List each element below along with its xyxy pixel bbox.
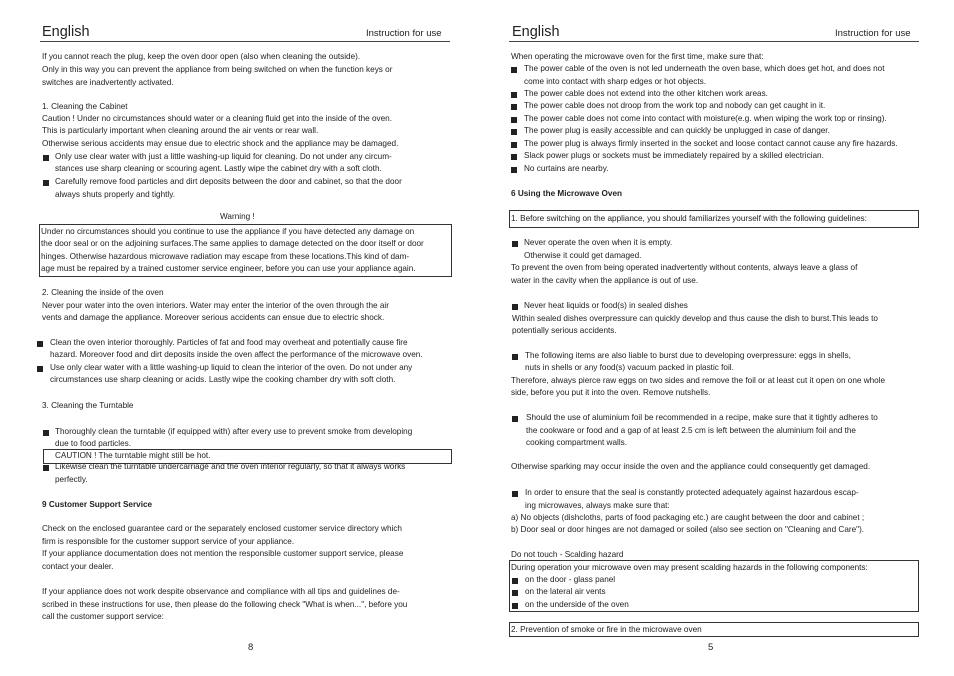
body-text: To prevent the oven from being operated inadvertently without contents, always leave a glass of — [511, 263, 858, 272]
body-text: side, before you put it into the oven. Remove nutshells. — [511, 388, 711, 397]
hazard-item: on the lateral air vents — [525, 587, 606, 596]
hazard-title: Do not touch - Scalding hazard — [511, 550, 624, 559]
intro-line: switches are inadvertently activated. — [42, 78, 174, 87]
section-title: 2. Cleaning the inside of the oven — [42, 288, 164, 297]
bullet-icon — [511, 67, 517, 73]
bullet-text: Likewise clean the turntable undercarriage and the oven interior regularly, so that it always works — [55, 462, 406, 471]
bullet-icon — [512, 354, 518, 360]
section-title: 3. Cleaning the Turntable — [42, 401, 134, 410]
bullet-text: The power plug is always firmly inserted in the socket and loose contact cannot cause any fire hazards. — [524, 139, 898, 148]
bullet-text: Never heat liquids or food(s) in sealed dishes — [524, 301, 688, 310]
bullet-icon — [512, 491, 518, 497]
bullet-text: Use only clear water with a little washing-up liquid to clean the interior of the oven. Do not under any — [50, 363, 413, 372]
body-text: Therefore, always pierce raw eggs on two sides and remove the foil or at least cut it open on one whole — [511, 376, 886, 385]
bullet-icon — [511, 92, 517, 98]
section-text: If your appliance does not work despite observance and compliance with all tips and guidelines de- — [42, 587, 400, 596]
language-heading: English — [512, 24, 560, 40]
bullet-icon — [43, 180, 49, 186]
bullet-text: perfectly. — [55, 475, 88, 484]
section-text: vents and damage the appliance. Moreover serious accidents can ensue due to electric shock. — [42, 313, 385, 322]
bullet-text: The power cable does not extend into the other kitchen work areas. — [524, 89, 768, 98]
body-text: Within sealed dishes overpressure can quickly develop and thus cause the dish to burst.This leads to — [512, 314, 878, 323]
seal-item: b) Door seal or door hinges are not damaged or soiled (also see section on "Cleaning and Care"). — [511, 525, 865, 534]
section-title: 6 Using the Microwave Oven — [511, 189, 623, 198]
bullet-text: Slack power plugs or sockets must be immediately repaired by a skilled electrician. — [524, 151, 824, 160]
header-rule — [40, 41, 450, 42]
section-text: Check on the enclosed guarantee card or the separately enclosed customer service directory which — [42, 524, 402, 533]
bullet-text: The power cable does not droop from the work top and nobody can get caught in it. — [524, 101, 826, 110]
instruction-label: Instruction for use — [366, 28, 442, 39]
intro-line: If you cannot reach the plug, keep the oven door open (also when cleaning the outside). — [42, 52, 361, 61]
intro-line: Only in this way you can prevent the appliance from being switched on when the function keys or — [42, 65, 393, 74]
warning-title: Warning ! — [220, 212, 255, 221]
section-text: Otherwise serious accidents may ensue due to electric shock and the appliance may be damaged. — [42, 139, 399, 148]
bullet-text: the cookware or food and a gap of at least 2.5 cm is left between the aluminium foil and the — [526, 426, 856, 435]
bullet-icon — [511, 167, 517, 173]
bullet-text: stances use sharp cleaning or scouring agent. Lastly wipe the cabinet dry with a soft cloth. — [55, 164, 382, 173]
bullet-text: No curtains are nearby. — [524, 164, 609, 173]
bullet-text: Should the use of aluminium foil be recommended in a recipe, make sure that it tightly adheres to — [526, 413, 878, 422]
section-text: If your appliance documentation does not mention the responsible customer support service, please — [42, 549, 404, 558]
guideline-text: 1. Before switching on the appliance, you should familiarizes yourself with the following guidelines: — [511, 214, 867, 223]
bullet-icon — [512, 590, 518, 596]
bullet-icon — [43, 430, 49, 436]
hazard-intro: During operation your microwave oven may present scalding hazards in the following components: — [511, 563, 868, 572]
bullet-text: Clean the oven interior thoroughly. Particles of fat and food may overheat and potentially cause fire — [50, 338, 408, 347]
bullet-icon — [511, 129, 517, 135]
warning-text: the door seal or on the adjoining surfaces.The same applies to damage detected on the door itself or door — [41, 239, 424, 248]
bullet-text: The power cable of the oven is not led underneath the oven base, which does get hot, and does not — [524, 64, 885, 73]
bullet-text: In order to ensure that the seal is constantly protected adequately against hazardous escap- — [525, 488, 859, 497]
section-text: Never pour water into the oven interiors. Water may enter the interior of the oven through the air — [42, 301, 389, 310]
bullet-text: The power plug is easily accessible and can quickly be unplugged in case of danger. — [524, 126, 830, 135]
bullet-icon — [512, 241, 518, 247]
bullet-icon — [511, 154, 517, 160]
seal-item: a) No objects (dishcloths, parts of food packaging etc.) are caught between the door and cabinet ; — [511, 513, 865, 522]
section-text: scribed in these instructions for use, then please do the following check "What is when...", before you — [42, 600, 408, 609]
warning-text: Under no circumstances should you continue to use the appliance if you have detected any damage on — [41, 227, 415, 236]
hazard-item: on the underside of the oven — [525, 600, 629, 609]
bullet-icon — [512, 304, 518, 310]
bullet-icon — [43, 465, 49, 471]
body-text: water in the cavity when the appliance is out of use. — [511, 276, 699, 285]
bullet-icon — [43, 155, 49, 161]
bullet-text: due to food particles. — [55, 439, 132, 448]
section-text: call the customer support service: — [42, 612, 164, 621]
bullet-icon — [37, 366, 43, 372]
page-number: 5 — [708, 642, 714, 653]
bullet-icon — [512, 578, 518, 584]
bullet-text: Never operate the oven when it is empty. — [524, 238, 673, 247]
caution-text: CAUTION ! The turntable might still be hot. — [55, 451, 211, 460]
section-text: firm is responsible for the customer support service of your appliance. — [42, 537, 295, 546]
instruction-label: Instruction for use — [835, 28, 911, 39]
body-text: potentially serious accidents. — [512, 326, 617, 335]
bullet-text: Only use clear water with just a little washing-up liquid for cleaning. Do not under any circum- — [55, 152, 392, 161]
hazard-item: on the door - glass panel — [525, 575, 616, 584]
prevention-text: 2. Prevention of smoke or fire in the microwave oven — [511, 625, 702, 634]
section-title: 9 Customer Support Service — [42, 500, 153, 509]
bullet-text: come into contact with sharp edges or hot objects. — [524, 77, 707, 86]
bullet-text: circumstances use sharp cleaning or acids. Lastly wipe the cooking chamber dry with soft cloth. — [50, 375, 396, 384]
language-heading: English — [42, 24, 90, 40]
section-title: 1. Cleaning the Cabinet — [42, 102, 128, 111]
section-text: Caution ! Under no circumstances should water or a cleaning fluid get into the inside of the oven. — [42, 114, 392, 123]
bullet-icon — [512, 603, 518, 609]
section-text: contact your dealer. — [42, 562, 114, 571]
bullet-icon — [511, 117, 517, 123]
bullet-text: Carefully remove food particles and dirt deposits between the door and cabinet, so that the door — [55, 177, 402, 186]
bullet-text: The following items are also liable to burst due to developing overpressure: eggs in shells, — [525, 351, 851, 360]
bullet-icon — [512, 416, 518, 422]
section-text: This is particularly important when cleaning around the air vents or rear wall. — [42, 126, 319, 135]
bullet-text: always shuts properly and tightly. — [55, 190, 175, 199]
warning-text: age must be repaired by a trained customer service engineer, before you can use your appliance again. — [41, 264, 416, 273]
right-page — [477, 0, 954, 676]
body-text: Otherwise sparking may occur inside the oven and the appliance could consequently get damaged. — [511, 462, 871, 471]
intro-line: When operating the microwave oven for the first time, make sure that: — [511, 52, 764, 61]
bullet-icon — [37, 341, 43, 347]
bullet-text: Otherwise it could get damaged. — [524, 251, 642, 260]
warning-text: hinges. Otherwise hazardous microwave radiation may escape from these locations.This kind of dam- — [41, 252, 410, 261]
bullet-text: nuts in shells or any food(s) vacuum packed in plastic foil. — [525, 363, 734, 372]
bullet-text: cooking compartment walls. — [526, 438, 628, 447]
bullet-icon — [511, 104, 517, 110]
bullet-text: ing microwaves, always make sure that: — [525, 501, 670, 510]
header-rule — [509, 41, 919, 42]
bullet-text: Thoroughly clean the turntable (if equipped with) after every use to prevent smoke from developing — [55, 427, 413, 436]
bullet-icon — [511, 142, 517, 148]
bullet-text: The power cable does not come into contact with moisture(e.g. when wiping the work top or rinsing). — [524, 114, 887, 123]
bullet-text: hazard. Moreover food and dirt deposits inside the oven affect the performance of the microwave oven. — [50, 350, 423, 359]
page-number: 8 — [248, 642, 254, 653]
